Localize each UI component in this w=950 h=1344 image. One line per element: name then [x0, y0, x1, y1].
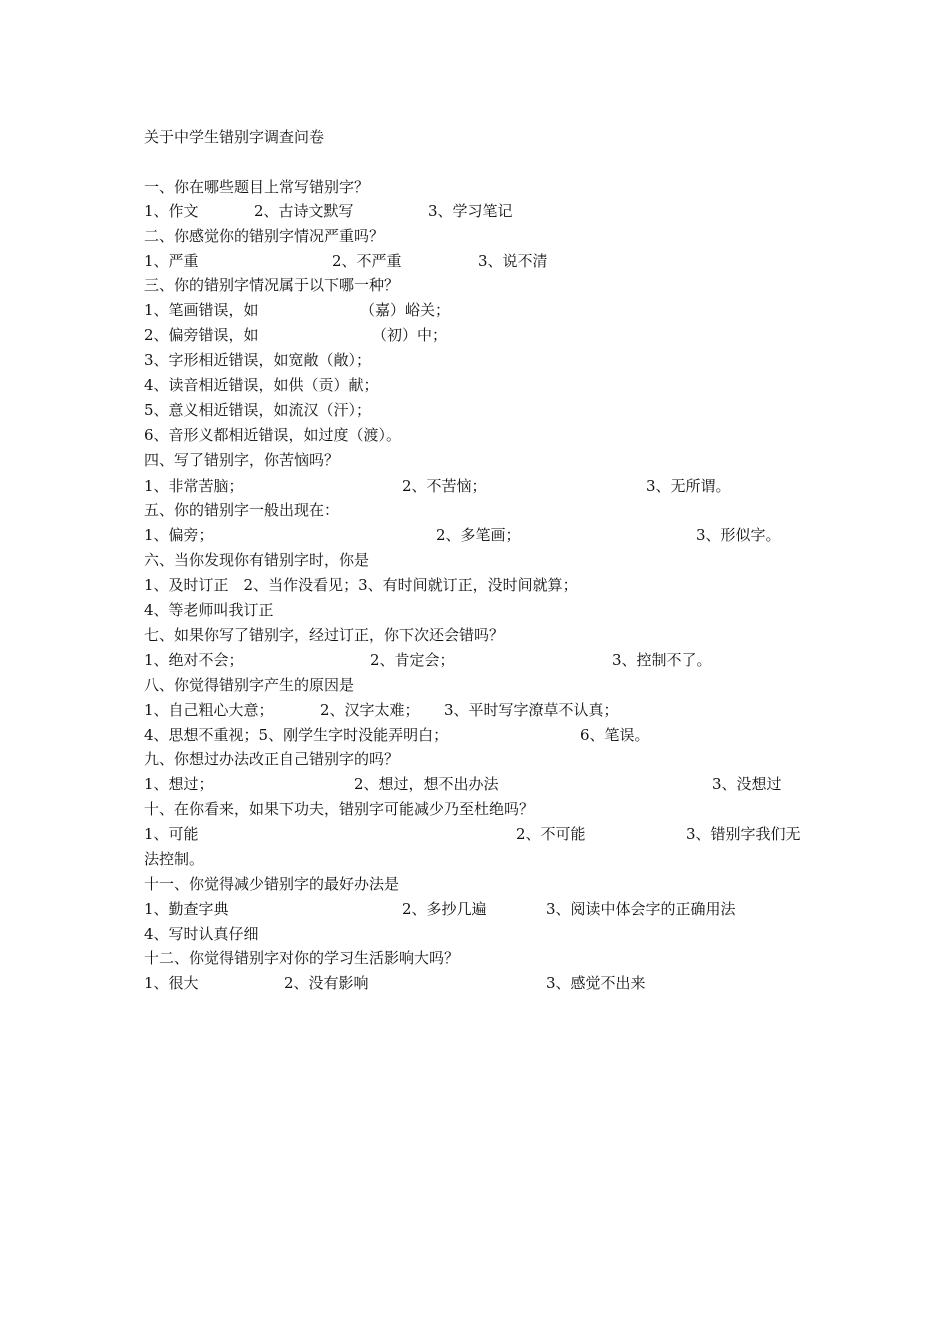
option: 1、非常苦脑；	[144, 477, 244, 495]
question-5-options	[144, 525, 844, 545]
item-text: （初）中；	[372, 326, 448, 344]
option: 1、自己粗心大意；	[144, 701, 274, 719]
document-title: 关于中学生错别字调查问卷	[144, 128, 325, 146]
question-1-options	[144, 201, 844, 221]
item-text: 2、偏旁错误，如	[144, 326, 259, 344]
option: 1、可能	[144, 825, 199, 843]
question-12: 十二、你觉得错别字对你的学习生活影响大吗？	[144, 949, 460, 967]
option: 1、作文	[144, 202, 199, 220]
item-text: （嘉）峪关；	[360, 301, 451, 319]
option: 2、多抄几遍	[402, 900, 487, 918]
option: 3、平时写字潦草不认真；	[444, 701, 619, 719]
question-9-options	[144, 774, 844, 794]
question-8-options-row-2	[144, 725, 844, 745]
question-3-item-3: 3、字形相近错误，如宽敞（敞）；	[144, 351, 372, 369]
question-10-options	[144, 824, 844, 844]
question-11: 十一、你觉得减少错别字的最好办法是	[144, 875, 400, 893]
question-1: 一、你在哪些题目上常写错别字？	[144, 178, 370, 196]
item-text: 1、笔画错误，如	[144, 301, 259, 319]
question-2: 二、你感觉你的错别字情况严重吗？	[144, 227, 385, 245]
option: 3、学习笔记	[428, 202, 513, 220]
option: 2、多笔画；	[436, 526, 521, 544]
question-8-options-row-1	[144, 700, 844, 720]
question-3-item-2	[144, 325, 844, 345]
option: 2、不苦恼；	[402, 477, 487, 495]
option: 2、汉字太难；	[320, 701, 420, 719]
option: 1、绝对不会；	[144, 651, 244, 669]
option: 1、勤查字典	[144, 900, 229, 918]
question-3-item-5: 5、意义相近错误，如流汉（汗）；	[144, 401, 372, 419]
option: 2、肯定会；	[370, 651, 455, 669]
question-10-options-wrap: 法控制。	[144, 850, 205, 868]
question-5: 五、你的错别字一般出现在：	[144, 501, 340, 519]
question-6-line-1: 1、及时订正 2、当作没看见；3、有时间就订正，没时间就算；	[144, 576, 578, 594]
option: 3、说不清	[478, 252, 548, 270]
option: 4、思想不重视；5、刚学生字时没能弄明白；	[144, 726, 449, 744]
question-6-line-2: 4、等老师叫我订正	[144, 601, 274, 619]
option: 1、很大	[144, 974, 199, 992]
question-3-item-6: 6、音形义都相近错误，如过度（渡）。	[144, 426, 402, 444]
question-7-options	[144, 650, 844, 670]
question-8: 八、你觉得错别字产生的原因是	[144, 676, 355, 694]
option: 1、偏旁；	[144, 526, 214, 544]
question-11-option-4: 4、写时认真仔细	[144, 925, 259, 943]
question-11-options	[144, 899, 844, 919]
option: 2、不严重	[332, 252, 402, 270]
question-2-options	[144, 251, 844, 271]
option: 2、没有影响	[284, 974, 369, 992]
option: 3、无所谓。	[646, 477, 731, 495]
question-10: 十、在你看来，如果下功夫，错别字可能减少乃至杜绝吗？	[144, 800, 535, 818]
question-4: 四、写了错别字，你苦恼吗？	[144, 451, 340, 469]
option: 2、不可能	[516, 825, 586, 843]
option: 3、没想过	[712, 775, 782, 793]
option: 2、古诗文默写	[254, 202, 354, 220]
option: 1、严重	[144, 252, 199, 270]
option: 1、想过；	[144, 775, 214, 793]
option: 3、阅读中体会字的正确用法	[546, 900, 736, 918]
question-3-item-4: 4、读音相近错误，如供（贡）献；	[144, 376, 379, 394]
question-6: 六、当你发现你有错别字时，你是	[144, 551, 370, 569]
question-3: 三、你的错别字情况属于以下哪一种？	[144, 276, 400, 294]
question-9: 九、你想过办法改正自己错别字的吗？	[144, 750, 400, 768]
option: 6、笔误。	[580, 726, 650, 744]
option: 3、感觉不出来	[546, 974, 646, 992]
option: 3、错别字我们无	[686, 825, 801, 843]
question-3-item-1	[144, 300, 844, 320]
option: 2、想过，想不出办法	[354, 775, 499, 793]
question-12-options	[144, 973, 844, 993]
question-7: 七、如果你写了错别字，经过订正，你下次还会错吗？	[144, 626, 505, 644]
option: 3、形似字。	[696, 526, 781, 544]
question-4-options	[144, 476, 844, 496]
option: 3、控制不了。	[612, 651, 712, 669]
